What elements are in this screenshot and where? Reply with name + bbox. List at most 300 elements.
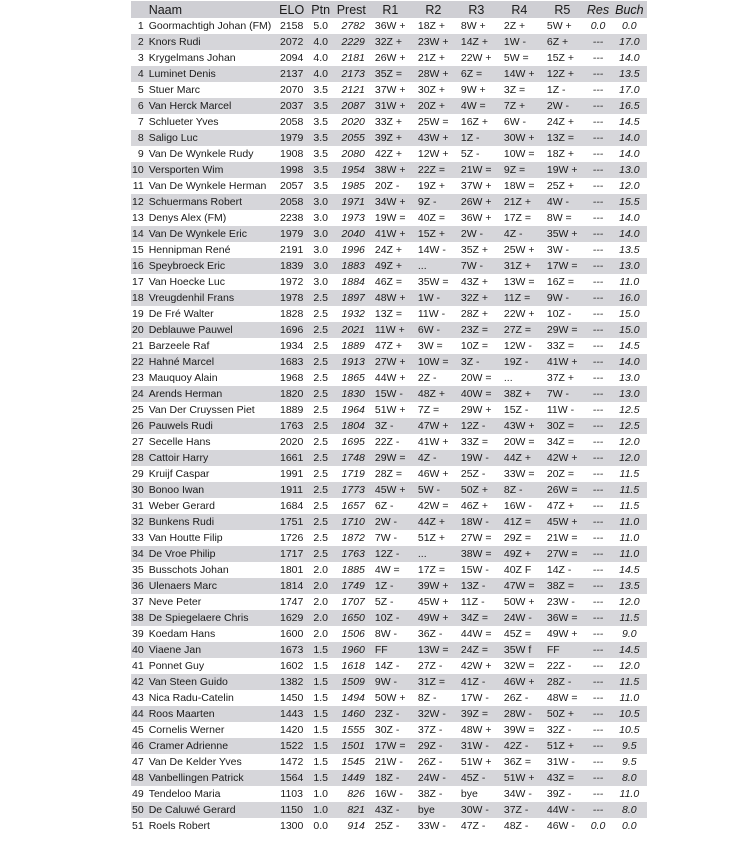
cell-buch: 17.0: [612, 34, 647, 50]
cell-r4: 36Z =: [498, 754, 541, 770]
cell-r5: 17W =: [541, 258, 584, 274]
cell-r4: 19Z -: [498, 354, 541, 370]
cell-res: ---: [584, 338, 612, 354]
cell-ptn: 2.5: [308, 386, 334, 402]
header-res: Res: [584, 1, 612, 18]
cell-r5: 26W =: [541, 482, 584, 498]
cell-naam: Van De Wynkele Herman: [146, 178, 276, 194]
cell-r5: 51Z +: [541, 738, 584, 754]
cell-r3: 8W +: [455, 18, 498, 34]
cell-r3: 40W =: [455, 386, 498, 402]
cell-buch: 11.5: [612, 674, 647, 690]
cell-r2: 1W -: [412, 290, 455, 306]
cell-naam: Van Herck Marcel: [146, 98, 276, 114]
cell-naam: Deblauwe Pauwel: [146, 322, 276, 338]
cell-prest: 1449: [334, 770, 369, 786]
cell-r2: 45W +: [412, 594, 455, 610]
cell-nr: 25: [132, 404, 144, 416]
cell-r1: 48W +: [369, 290, 412, 306]
cell-elo: 1978: [276, 290, 308, 306]
cell-r5: 33Z =: [541, 338, 584, 354]
cell-elo: 1726: [276, 530, 308, 546]
cell-r4: 16W -: [498, 498, 541, 514]
header-nr: [131, 1, 146, 18]
table-row: [131, 450, 647, 466]
cell-prest: 1773: [334, 482, 369, 498]
cell-r5: 31W -: [541, 754, 584, 770]
cell-res: ---: [584, 50, 612, 66]
cell-ptn: 1.5: [308, 642, 334, 658]
cell-prest: 821: [334, 802, 369, 818]
cell-ptn: 3.0: [308, 258, 334, 274]
cell-r3: 48W +: [455, 722, 498, 738]
cell-nr: 13: [132, 212, 144, 224]
cell-elo: 1629: [276, 610, 308, 626]
cell-r4: ...: [498, 370, 541, 386]
cell-r5: 10Z -: [541, 306, 584, 322]
cell-r5: 44W -: [541, 802, 584, 818]
table-row: [131, 34, 647, 50]
cell-elo: 1972: [276, 274, 308, 290]
cell-ptn: 2.5: [308, 402, 334, 418]
cell-prest: 1883: [334, 258, 369, 274]
cell-r3: 45Z -: [455, 770, 498, 786]
cell-ptn: 1.5: [308, 690, 334, 706]
cell-ptn: 2.5: [308, 290, 334, 306]
cell-r1: 33Z +: [369, 114, 412, 130]
cell-nr: 22: [132, 356, 144, 368]
cell-r1: 15W -: [369, 386, 412, 402]
cell-ptn: 1.0: [308, 802, 334, 818]
cell-naam: Busschots Johan: [146, 562, 276, 578]
cell-r2: 43W +: [412, 130, 455, 146]
cell-naam: Versporten Wim: [146, 162, 276, 178]
table-row: [131, 466, 647, 482]
cell-r5: 9W -: [541, 290, 584, 306]
cell-nr: 23: [132, 372, 144, 384]
cell-prest: 2087: [334, 98, 369, 114]
cell-buch: 11.0: [612, 546, 647, 562]
cell-elo: 1661: [276, 450, 308, 466]
cell-r5: 36W =: [541, 610, 584, 626]
cell-elo: 1991: [276, 466, 308, 482]
table-row: [131, 626, 647, 642]
cell-r4: 41Z =: [498, 514, 541, 530]
cell-naam: Van Der Cruyssen Piet: [146, 402, 276, 418]
cell-r2: 38Z -: [412, 786, 455, 802]
cell-nr: 16: [132, 260, 144, 272]
cell-prest: 1973: [334, 210, 369, 226]
cell-res: ---: [584, 690, 612, 706]
standings-body: [131, 18, 647, 834]
cell-r1: 37W +: [369, 82, 412, 98]
cell-res: ---: [584, 786, 612, 802]
standings-table: [131, 1, 647, 834]
cell-r1: 24Z +: [369, 242, 412, 258]
cell-naam: Barzeele Raf: [146, 338, 276, 354]
cell-prest: 1932: [334, 306, 369, 322]
cell-buch: 14.0: [612, 210, 647, 226]
cell-ptn: 2.0: [308, 594, 334, 610]
cell-r4: 51W +: [498, 770, 541, 786]
cell-r3: 24Z =: [455, 642, 498, 658]
cell-nr: 39: [132, 628, 144, 640]
cell-r2: 32W -: [412, 706, 455, 722]
cell-prest: 1618: [334, 658, 369, 674]
cell-res: ---: [584, 34, 612, 50]
cell-prest: 1865: [334, 370, 369, 386]
table-row: [131, 674, 647, 690]
cell-nr: 37: [132, 596, 144, 608]
cell-naam: Pauwels Rudi: [146, 418, 276, 434]
cell-r4: 48Z -: [498, 818, 541, 834]
cell-r3: 13Z -: [455, 578, 498, 594]
cell-buch: 14.0: [612, 354, 647, 370]
cell-elo: 2070: [276, 82, 308, 98]
cell-nr: 14: [132, 228, 144, 240]
cell-naam: Schuermans Robert: [146, 194, 276, 210]
header-buch: Buch: [612, 1, 647, 18]
cell-res: ---: [584, 242, 612, 258]
cell-ptn: 2.5: [308, 370, 334, 386]
cell-r1: FF: [369, 642, 412, 658]
cell-r4: 31Z +: [498, 258, 541, 274]
cell-naam: Schlueter Yves: [146, 114, 276, 130]
cell-r3: 33Z =: [455, 434, 498, 450]
table-row: [131, 754, 647, 770]
cell-naam: De Fré Walter: [146, 306, 276, 322]
cell-r1: 16W -: [369, 786, 412, 802]
cell-res: ---: [584, 610, 612, 626]
header-ptn: Ptn: [308, 1, 334, 18]
cell-nr: 38: [132, 612, 144, 624]
cell-r3: 4W =: [455, 98, 498, 114]
cell-r5: 45W +: [541, 514, 584, 530]
cell-r5: 15Z +: [541, 50, 584, 66]
cell-naam: Viaene Jan: [146, 642, 276, 658]
cell-res: ---: [584, 226, 612, 242]
cell-r3: 12Z -: [455, 418, 498, 434]
cell-r5: 27W =: [541, 546, 584, 562]
cell-r2: 47W +: [412, 418, 455, 434]
cell-buch: 12.5: [612, 402, 647, 418]
cell-nr: 51: [132, 820, 144, 832]
cell-r3: 22W +: [455, 50, 498, 66]
cell-r4: 49Z +: [498, 546, 541, 562]
header-r5: R5: [541, 1, 584, 18]
cell-r4: 44Z +: [498, 450, 541, 466]
table-row: [131, 642, 647, 658]
table-row: [131, 706, 647, 722]
cell-r1: 46Z =: [369, 274, 412, 290]
table-row: [131, 386, 647, 402]
cell-r2: 9Z -: [412, 194, 455, 210]
cell-r3: 2W -: [455, 226, 498, 242]
cell-naam: Mauquoy Alain: [146, 370, 276, 386]
cell-ptn: 3.0: [308, 274, 334, 290]
cell-r1: 44W +: [369, 370, 412, 386]
cell-r4: 7Z +: [498, 98, 541, 114]
cell-r3: 1Z -: [455, 130, 498, 146]
cell-res: ---: [584, 290, 612, 306]
cell-r1: 21W -: [369, 754, 412, 770]
cell-buch: 14.5: [612, 338, 647, 354]
cell-buch: 12.0: [612, 658, 647, 674]
cell-prest: 1884: [334, 274, 369, 290]
cell-elo: 2020: [276, 434, 308, 450]
cell-res: ---: [584, 258, 612, 274]
cell-ptn: 3.0: [308, 194, 334, 210]
cell-r4: 22W +: [498, 306, 541, 322]
cell-ptn: 2.5: [308, 530, 334, 546]
cell-nr: 48: [132, 772, 144, 784]
cell-ptn: 2.5: [308, 322, 334, 338]
cell-r4: 25W +: [498, 242, 541, 258]
cell-r5: 42W +: [541, 450, 584, 466]
cell-naam: Krygelmans Johan: [146, 50, 276, 66]
cell-buch: 13.5: [612, 66, 647, 82]
cell-buch: 12.0: [612, 434, 647, 450]
table-row: [131, 402, 647, 418]
cell-naam: Tendeloo Maria: [146, 786, 276, 802]
cell-r5: 48W =: [541, 690, 584, 706]
table-row: [131, 178, 647, 194]
cell-r4: 3Z =: [498, 82, 541, 98]
cell-r3: 25Z -: [455, 466, 498, 482]
cell-r3: 37W +: [455, 178, 498, 194]
cell-ptn: 3.5: [308, 146, 334, 162]
cell-r1: 45W +: [369, 482, 412, 498]
cell-elo: 1150: [276, 802, 308, 818]
cell-r5: 38Z =: [541, 578, 584, 594]
cell-ptn: 2.5: [308, 498, 334, 514]
cell-elo: 2058: [276, 114, 308, 130]
cell-elo: 1934: [276, 338, 308, 354]
cell-naam: De Spiegelaere Chris: [146, 610, 276, 626]
cell-r3: 29W +: [455, 402, 498, 418]
header-r1: R1: [369, 1, 412, 18]
cell-res: ---: [584, 594, 612, 610]
cell-r3: 18W -: [455, 514, 498, 530]
cell-nr: 46: [132, 740, 144, 752]
table-row: [131, 514, 647, 530]
table-row: [131, 690, 647, 706]
cell-prest: 2021: [334, 322, 369, 338]
cell-r2: 31Z =: [412, 674, 455, 690]
cell-naam: Van De Kelder Yves: [146, 754, 276, 770]
cell-r4: 30W +: [498, 130, 541, 146]
cell-nr: 5: [131, 82, 146, 98]
cell-r4: 42Z -: [498, 738, 541, 754]
cell-buch: 13.5: [612, 578, 647, 594]
cell-r3: 15W -: [455, 562, 498, 578]
cell-r4: 5W =: [498, 50, 541, 66]
cell-r5: 19W +: [541, 162, 584, 178]
cell-buch: 14.5: [612, 562, 647, 578]
cell-r1: 28Z =: [369, 466, 412, 482]
cell-r5: 39Z -: [541, 786, 584, 802]
cell-naam: Vanbellingen Patrick: [146, 770, 276, 786]
cell-nr: 20: [132, 324, 144, 336]
cell-r4: 40Z F: [498, 562, 541, 578]
cell-res: ---: [584, 498, 612, 514]
cell-buch: 11.0: [612, 274, 647, 290]
cell-r3: 17W -: [455, 690, 498, 706]
cell-ptn: 2.0: [308, 562, 334, 578]
cell-nr: 28: [132, 452, 144, 464]
cell-prest: 914: [334, 818, 369, 834]
table-row: [131, 802, 647, 818]
cell-naam: De Caluwé Gerard: [146, 802, 276, 818]
cell-ptn: 2.5: [308, 306, 334, 322]
cell-naam: De Vroe Philip: [146, 546, 276, 562]
cell-ptn: 1.5: [308, 770, 334, 786]
cell-r1: 29W =: [369, 450, 412, 466]
cell-r3: 50Z +: [455, 482, 498, 498]
table-row: [131, 82, 647, 98]
cell-r2: 33W -: [412, 818, 455, 834]
cell-r3: 26W +: [455, 194, 498, 210]
cell-naam: Weber Gerard: [146, 498, 276, 514]
cell-elo: 2191: [276, 242, 308, 258]
cell-r2: 41W +: [412, 434, 455, 450]
cell-r3: 31W -: [455, 738, 498, 754]
cell-r5: 5W +: [541, 18, 584, 34]
cell-r2: 39W +: [412, 578, 455, 594]
cell-r1: 22Z -: [369, 434, 412, 450]
cell-r1: 49Z +: [369, 258, 412, 274]
cell-r4: 2Z +: [498, 18, 541, 34]
cell-res: ---: [584, 802, 612, 818]
cell-elo: 1751: [276, 514, 308, 530]
cell-r4: 45Z =: [498, 626, 541, 642]
cell-res: ---: [584, 130, 612, 146]
cell-r2: 27Z -: [412, 658, 455, 674]
cell-r3: 7W -: [455, 258, 498, 274]
cell-buch: 13.0: [612, 162, 647, 178]
table-row: [131, 338, 647, 354]
cell-ptn: 4.0: [308, 50, 334, 66]
cell-r4: 47W =: [498, 578, 541, 594]
cell-nr: 47: [132, 756, 144, 768]
cell-res: ---: [584, 210, 612, 226]
table-row: [131, 66, 647, 82]
cell-prest: 1506: [334, 626, 369, 642]
cell-elo: 1911: [276, 482, 308, 498]
cell-r4: 32W =: [498, 658, 541, 674]
cell-res: ---: [584, 642, 612, 658]
cell-ptn: 2.5: [308, 482, 334, 498]
cell-prest: 1830: [334, 386, 369, 402]
table-row: [131, 130, 647, 146]
cell-elo: 1103: [276, 786, 308, 802]
cell-prest: 2020: [334, 114, 369, 130]
cell-prest: 1954: [334, 162, 369, 178]
cell-r2: 7Z =: [412, 402, 455, 418]
cell-naam: Van Steen Guido: [146, 674, 276, 690]
cell-elo: 1889: [276, 402, 308, 418]
cell-r2: 40Z =: [412, 210, 455, 226]
cell-r1: 11W +: [369, 322, 412, 338]
cell-r3: 5Z -: [455, 146, 498, 162]
table-row: [131, 482, 647, 498]
cell-res: ---: [584, 82, 612, 98]
cell-r1: 43Z -: [369, 802, 412, 818]
cell-nr: 30: [132, 484, 144, 496]
cell-r1: 6Z -: [369, 498, 412, 514]
cell-r4: 9Z =: [498, 162, 541, 178]
cell-res: ---: [584, 466, 612, 482]
cell-buch: 14.5: [612, 642, 647, 658]
cell-res: 0.0: [584, 818, 612, 834]
cell-res: ---: [584, 402, 612, 418]
cell-buch: 10.5: [612, 706, 647, 722]
cell-nr: 15: [132, 244, 144, 256]
cell-ptn: 2.5: [308, 466, 334, 482]
cell-r1: 36W +: [369, 18, 412, 34]
cell-buch: 14.0: [612, 130, 647, 146]
cell-elo: 1472: [276, 754, 308, 770]
cell-prest: 1657: [334, 498, 369, 514]
cell-ptn: 2.5: [308, 514, 334, 530]
header-r4: R4: [498, 1, 541, 18]
cell-r5: 25Z +: [541, 178, 584, 194]
cell-naam: Cramer Adrienne: [146, 738, 276, 754]
cell-naam: Luminet Denis: [146, 66, 276, 82]
cell-r5: 6Z +: [541, 34, 584, 50]
cell-nr: 27: [132, 436, 144, 448]
cell-res: ---: [584, 770, 612, 786]
cell-r5: 37Z +: [541, 370, 584, 386]
cell-r2: 21Z +: [412, 50, 455, 66]
cell-prest: 1695: [334, 434, 369, 450]
cell-r2: 35W =: [412, 274, 455, 290]
cell-r4: 34W -: [498, 786, 541, 802]
cell-r2: 5W -: [412, 482, 455, 498]
cell-r5: 34Z =: [541, 434, 584, 450]
cell-res: ---: [584, 530, 612, 546]
cell-r3: 6Z =: [455, 66, 498, 82]
cell-res: ---: [584, 146, 612, 162]
cell-ptn: 1.5: [308, 738, 334, 754]
cell-nr: 26: [132, 420, 144, 432]
table-row: [131, 658, 647, 674]
cell-r5: 41W +: [541, 354, 584, 370]
cell-r4: 10W =: [498, 146, 541, 162]
cell-r2: 19Z +: [412, 178, 455, 194]
cell-buch: 13.0: [612, 370, 647, 386]
cell-res: ---: [584, 482, 612, 498]
table-row: [131, 146, 647, 162]
cell-naam: Bunkens Rudi: [146, 514, 276, 530]
cell-r3: 27W =: [455, 530, 498, 546]
cell-prest: 1509: [334, 674, 369, 690]
cell-naam: Vreugdenhil Frans: [146, 290, 276, 306]
cell-elo: 2057: [276, 178, 308, 194]
cell-elo: 1747: [276, 594, 308, 610]
cell-elo: 2238: [276, 210, 308, 226]
cell-nr: 41: [132, 660, 144, 672]
cell-prest: 826: [334, 786, 369, 802]
cell-r1: 35Z =: [369, 66, 412, 82]
cell-r4: 15Z -: [498, 402, 541, 418]
cell-elo: 1979: [276, 226, 308, 242]
cell-res: ---: [584, 450, 612, 466]
cell-prest: 1555: [334, 722, 369, 738]
cell-elo: 1420: [276, 722, 308, 738]
cell-nr: 17: [132, 276, 144, 288]
cell-r4: 4Z -: [498, 226, 541, 242]
